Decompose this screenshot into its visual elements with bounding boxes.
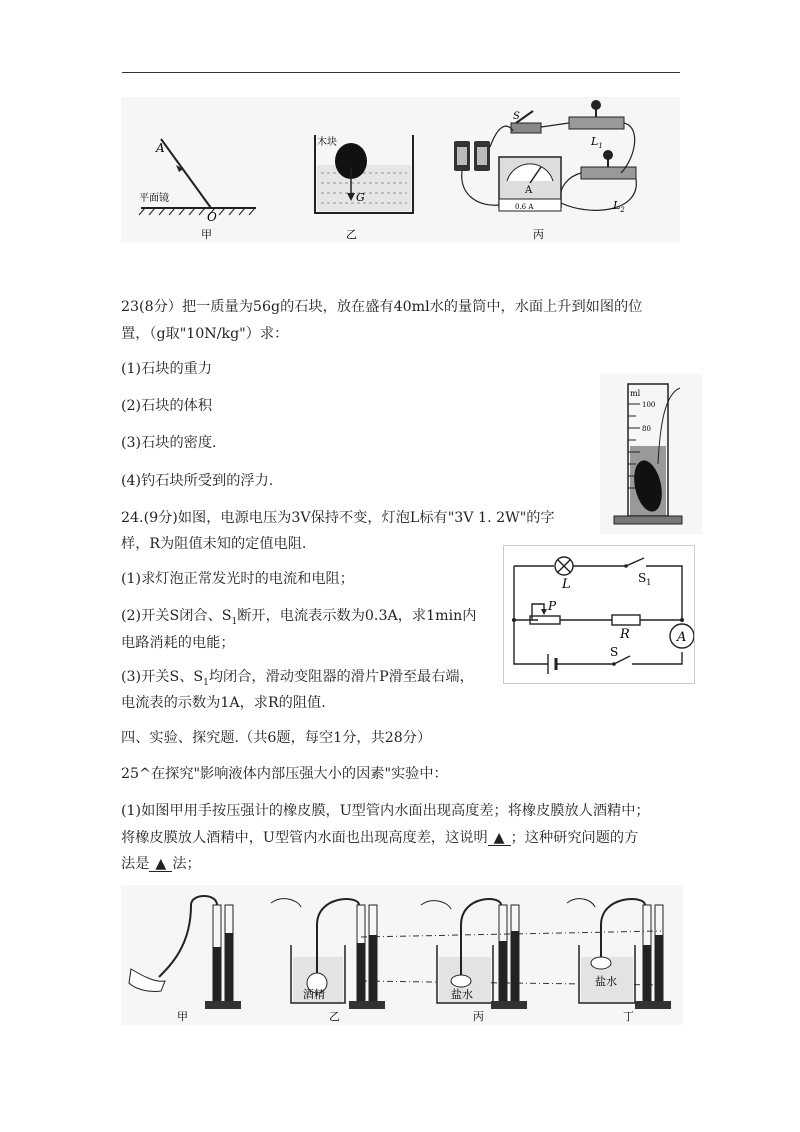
q24-part3-line2: 电流表的示数为1A，求R的阻值. — [121, 695, 326, 711]
label-o: O — [207, 210, 217, 224]
label-l1: $L_1$ — [591, 135, 603, 150]
q24-part2-line1: (2)开关S闭合、$S_1$断开，电流表示数为0.3A，求1min内 — [121, 608, 477, 627]
q23-part3: (3)石块的密度. — [121, 435, 217, 451]
circuit-label-l: L — [562, 577, 571, 592]
q23-part4: (4)钓石块所受到的浮力. — [121, 473, 274, 489]
gauge-bing — [421, 899, 527, 1023]
circuit-label-s: S — [610, 645, 619, 659]
q24-part2-line2: 电路消耗的电能； — [121, 635, 235, 651]
label-s: S — [513, 111, 520, 122]
caption-bing: 丙 — [533, 228, 544, 241]
label-ammeter: A — [525, 185, 533, 196]
label-l2: $L_2$ — [613, 199, 625, 214]
top-figure-strip — [121, 97, 680, 242]
q25-part1-line3: 法是 ▲ 法； — [121, 856, 201, 872]
caption-jia: 甲 — [201, 228, 212, 241]
q24-stem-line2: 样，R为阻值未知的定值电阻. — [121, 536, 307, 552]
label-block: 木块 — [317, 137, 337, 148]
label-scale: 0.6 A — [515, 203, 534, 211]
q25-part1-line2: 将橡皮膜放人酒精中，U型管内水面也出现高度差，这说明 ▲ ；这种研究问题的方 — [121, 830, 639, 846]
q23-stem-line1: 23(8分）把一质量为56g的石块，放在盛有40ml水的量筒中，水面上升到如图的位 — [121, 299, 643, 315]
figure-jia-mirror — [139, 139, 256, 241]
cylinder-mark-100: 100 — [642, 401, 656, 409]
circuit-diagram — [503, 545, 695, 684]
label-mirror: 平面镜 — [139, 193, 169, 204]
circuit-label-r: R — [620, 627, 630, 642]
graduated-cylinder-figure — [600, 374, 702, 534]
label-g: G — [356, 191, 365, 204]
q24-part3-line1: (3)开关S、$S_1$均闭合，滑动变阻器的滑片P滑至最右端， — [121, 669, 474, 688]
label-salt-water-2: 盐水 — [595, 975, 617, 988]
q24-stem-line1: 24.(9分)如图，电源电压为3V保持不变，灯泡L标有"3V 1. 2W"的字 — [121, 510, 555, 526]
label-a: A — [156, 141, 165, 155]
circuit-svg — [504, 546, 694, 683]
circuit-label-p: P — [548, 599, 557, 613]
cylinder-mark-80: 80 — [642, 425, 651, 433]
q25-part1-line1: (1)如图甲用手按压强计的橡皮膜，U型管内水面出现高度差；将橡皮膜放人酒精中； — [121, 803, 650, 819]
answer-blank-2[interactable]: ▲ — [149, 857, 172, 872]
figure-bing-circuit — [454, 100, 636, 241]
circuit-label-ammeter: A — [677, 630, 687, 645]
cylinder-unit: ml — [630, 389, 641, 398]
caption-jia-2: 甲 — [177, 1010, 188, 1023]
top-figures-svg — [121, 97, 680, 242]
section-4-heading: 四、实验、探究题.（共6题，每空1分，共28分） — [121, 730, 432, 746]
q23-stem-line2: 置，（g取"10N/kg"）求： — [121, 326, 289, 342]
q24-part1: (1)求灯泡正常发光时的电流和电阻； — [121, 571, 354, 587]
caption-yi: 乙 — [346, 228, 357, 241]
figure-yi-beaker — [315, 135, 413, 241]
gauge-yi — [271, 899, 385, 1023]
caption-bing-2: 丙 — [473, 1010, 484, 1023]
q25-stem: 25^在探究"影响液体内部压强大小的因素"实验中： — [121, 766, 448, 782]
label-alcohol: 酒精 — [303, 988, 325, 1001]
q23-part1: (1)石块的重力 — [121, 361, 213, 377]
caption-yi-2: 乙 — [329, 1010, 340, 1023]
gauge-ding — [567, 899, 671, 1023]
cylinder-svg — [600, 374, 702, 534]
caption-ding-2: 丁 — [623, 1010, 634, 1023]
answer-blank-1[interactable]: ▲ — [488, 831, 511, 846]
gauge-jia — [129, 896, 241, 1023]
circuit-label-s1: $S_1$ — [638, 571, 652, 587]
label-salt-water-1: 盐水 — [451, 988, 473, 1001]
header-rule — [122, 72, 680, 73]
q23-part2: (2)石块的体积 — [121, 398, 213, 414]
pressure-gauge-figures — [121, 885, 683, 1025]
gauges-svg — [121, 885, 683, 1025]
